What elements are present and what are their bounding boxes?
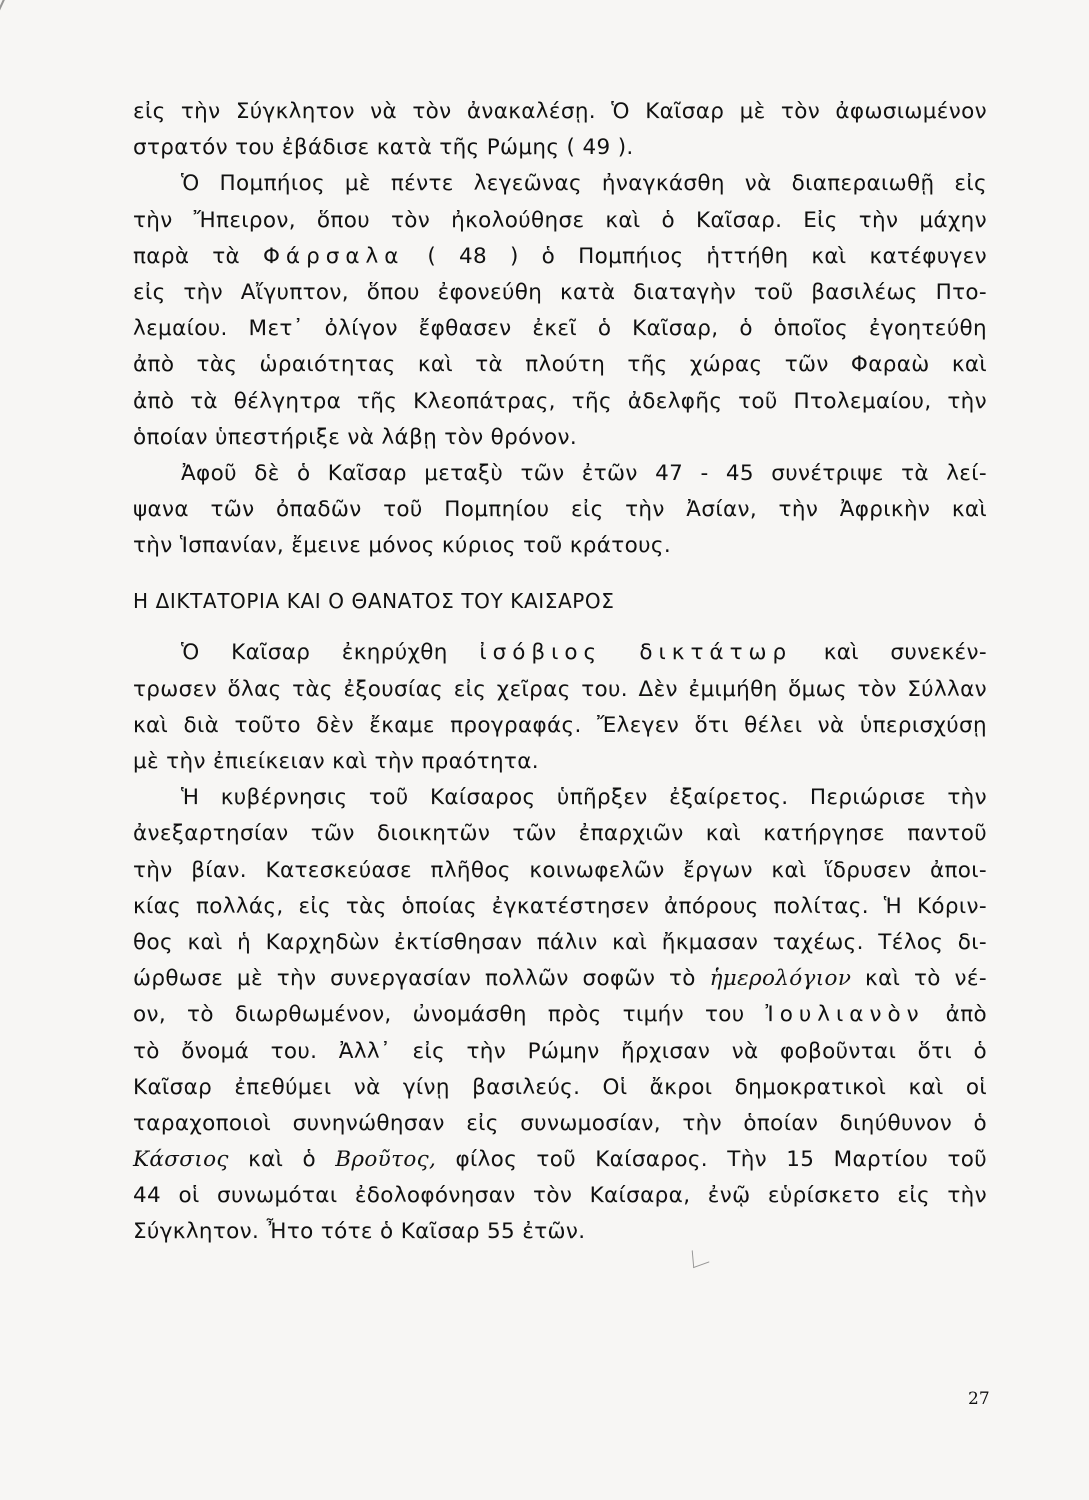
text-line: κίας πολλάς, εἰς τὰς ὁποίας ἐγκατέστησεν ἀπόρους πολίτας. Ἡ Κόριν- (133, 893, 987, 919)
text-fragment: ον, τὸ διωρθωμένον, ὠνομάσθη πρὸς τιμήν του (133, 1002, 745, 1028)
text-line: τὸ ὄνομά του. Ἀλλ᾽ εἰς τὴν Ρώμην ἤρχισαν νὰ φοβοῦνται ὅτι ὁ (133, 1038, 987, 1064)
text-fragment: Ὁ Καῖσαρ ἐκηρύχθη (181, 640, 448, 666)
text-line (133, 239, 987, 275)
text-line: ψανα τῶν ὀπαδῶν τοῦ Πομπηίου εἰς τὴν Ἀσίαν, τὴν Ἀφρικὴν καὶ (133, 497, 987, 523)
text-line: Σύγκλητον. Ἦτο τότε ὁ Καῖσαρ 55 ἐτῶν. (133, 1219, 586, 1245)
text-line: τὴν βίαν. Κατεσκεύασε πλῆθος κοινωφελῶν ἔργων καὶ ἵδρυσεν ἀποι- (133, 857, 987, 883)
text-line: ἀνεξαρτησίαν τῶν διοικητῶν τῶν ἐπαρχιῶν καὶ κατήργησε παντοῦ (133, 821, 987, 847)
page-body-text (133, 94, 987, 1251)
text-line: Καῖσαρ ἐπεθύμει νὰ γίνῃ βασιλεύς. Οἱ ἄκροι δημοκρατικοὶ καὶ οἱ (133, 1074, 987, 1100)
text-line (133, 997, 987, 1033)
italic-name: Βροῦτος, (335, 1147, 437, 1173)
text-line: καὶ διὰ τοῦτο δὲν ἔκαμε προγραφάς. Ἔλεγεν ὅτι θέλει νὰ ὑπερισχύσῃ (133, 712, 987, 738)
text-line: ταραχοποιοὶ συνηνώθησαν εἰς συνωμοσίαν, τὴν ὁποίαν διηύθυνον ὁ (133, 1110, 987, 1136)
paragraph-1 (133, 94, 987, 166)
text-fragment: καὶ συνεκέν- (823, 640, 987, 666)
spaced-emphasis-text: Ἰουλιανὸν (765, 1002, 925, 1028)
text-fragment: ώρθωσε μὲ τὴν συνεργασίαν πολλῶν σοφῶν τὸ (133, 966, 696, 992)
text-fragment: καὶ ὁ (248, 1147, 316, 1173)
text-line: ἀπὸ τὰς ὡραιότητας καὶ τὰ πλούτη τῆς χώρας τῶν Φαραὼ καὶ (133, 352, 987, 378)
text-fragment: παρὰ τὰ (133, 243, 241, 269)
text-line (133, 1142, 987, 1178)
text-line: εἰς τὴν Σύγκλητον νὰ τὸν ἀνακαλέσῃ. Ὁ Καῖσαρ μὲ τὸν ἀφωσιωμένον (133, 99, 987, 124)
text-line: ἀπὸ τὰ θέλγητρα τῆς Κλεοπάτρας, τῆς ἀδελφῆς τοῦ Πτολεμαίου, τὴν (133, 388, 987, 414)
page-number: 27 (968, 1389, 990, 1409)
text-line (133, 961, 987, 997)
text-line: Ἡ κυβέρνησις τοῦ Καίσαρος ὑπῆρξεν ἐξαίρετος. Περιώρισε τὴν (181, 785, 987, 811)
text-line: τρωσεν ὅλας τὰς ἐξουσίας εἰς χεῖρας του. Δὲν ἐμιμήθη ὅμως τὸν Σύλλαν (133, 676, 987, 702)
text-line: τὴν Ἱσπανίαν, ἔμεινε μόνος κύριος τοῦ κράτους. (133, 533, 672, 559)
scan-edge-mark (0, 0, 14, 16)
italic-name: Κάσσιος (133, 1147, 229, 1173)
text-line: τὴν Ἤπειρον, ὅπου τὸν ἠκολούθησε καὶ ὁ Καῖσαρ. Εἰς τὴν μάχην (133, 207, 987, 233)
spaced-emphasis-text: ἰσόβιος δικτάτωρ (479, 640, 793, 666)
text-fragment: φίλος τοῦ Καίσαρος. Τὴν 15 Μαρτίου τοῦ (455, 1147, 988, 1173)
paragraph-3 (133, 456, 987, 565)
paragraph-2 (133, 166, 987, 456)
text-line: ὁποίαν ὑπεστήριξε νὰ λάβῃ τὸν θρόνον. (133, 424, 578, 450)
text-line (133, 635, 987, 671)
text-line: Ὁ Πομπήιος μὲ πέντε λεγεῶνας ἠναγκάσθη νὰ διαπεραιωθῇ εἰς (181, 171, 987, 197)
text-fragment: καὶ τὸ νέ- (865, 966, 987, 992)
paragraph-4 (133, 635, 987, 780)
section-heading: Η ΔΙΚΤΑΤΟΡΙΑ ΚΑΙ Ο ΘΑΝΑΤΟΣ ΤΟΥ ΚΑΙΣΑΡΟΣ (133, 589, 615, 614)
text-line: εἰς τὴν Αἴγυπτον, ὅπου ἐφονεύθη κατὰ διαταγὴν τοῦ βασιλέως Πτο- (133, 279, 987, 305)
pen-mark (692, 1245, 710, 1268)
paragraph-5 (133, 780, 987, 1250)
text-fragment: ἀπὸ (945, 1002, 987, 1028)
text-line: 44 οἱ συνωμόται ἐδολοφόνησαν τὸν Καίσαρα, ἐνῷ εὑρίσκετο εἰς τὴν (133, 1183, 987, 1209)
text-line: θος καὶ ἡ Καρχηδὼν ἐκτίσθησαν πάλιν καὶ ἤκμασαν ταχέως. Τέλος δι- (133, 929, 987, 955)
text-fragment: ( 48 ) ὁ Πομπήιος ἡττήθη καὶ κατέφυγεν (427, 243, 987, 269)
text-line: στρατόν του ἐβάδισε κατὰ τῆς Ρώμης ( 49 ). (133, 135, 634, 161)
text-line: Ἀφοῦ δὲ ὁ Καῖσαρ μεταξὺ τῶν ἐτῶν 47 - 45 συνέτριψε τὰ λεί- (181, 460, 987, 486)
text-line: λεμαίου. Μετ᾽ ὀλίγον ἔφθασεν ἐκεῖ ὁ Καῖσαρ, ὁ ὁποῖος ἐγοητεύθη (133, 316, 987, 342)
italic-term: ἡμερολόγιον (709, 966, 852, 992)
text-line: μὲ τὴν ἐπιείκειαν καὶ τὴν πραότητα. (133, 749, 539, 774)
spaced-emphasis-text: Φάρσαλα (263, 243, 405, 269)
